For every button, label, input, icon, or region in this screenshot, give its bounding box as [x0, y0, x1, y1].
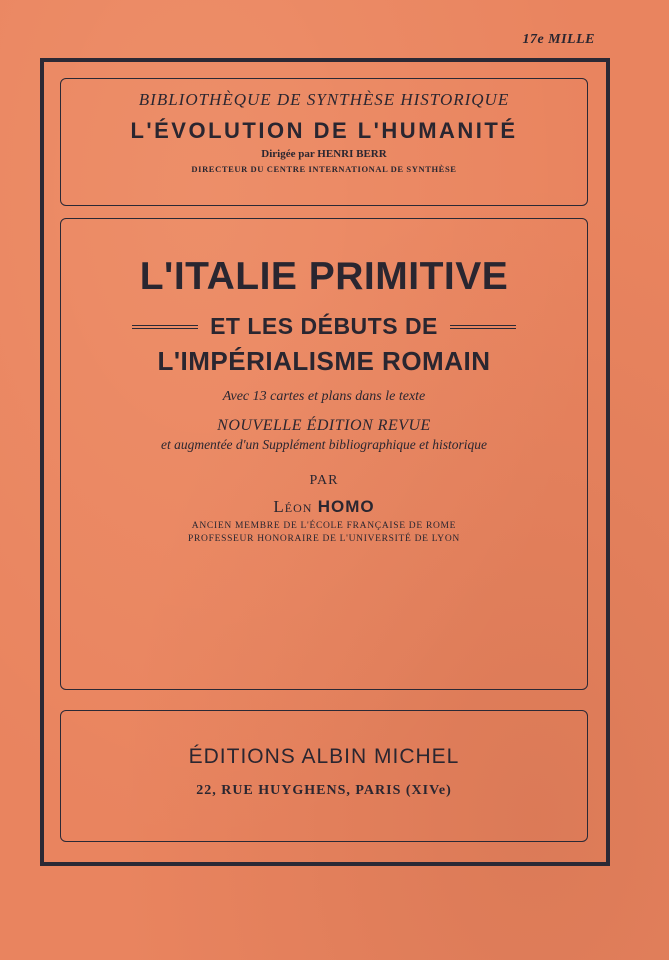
subtitle-line-2: L'IMPÉRIALISME ROMAIN	[157, 346, 491, 376]
left-rule-divider	[132, 325, 198, 329]
author-credential: PROFESSEUR HONORAIRE DE L'UNIVERSITÉ DE LYON	[188, 534, 460, 544]
right-rule-divider	[450, 325, 516, 329]
edition-note: NOUVELLE ÉDITION REVUE	[217, 417, 431, 434]
author-credential: ANCIEN MEMBRE DE L'ÉCOLE FRANÇAISE DE ROME	[191, 521, 457, 531]
title-box	[60, 218, 588, 690]
subtitle-row	[61, 313, 587, 340]
book-title: L'ITALIE PRIMITIVE	[139, 255, 509, 298]
subtitle-line-1: ET LES DÉBUTS DE	[210, 313, 438, 339]
publisher-box	[60, 710, 588, 842]
collection-name: L'ÉVOLUTION DE L'HUMANITÉ	[130, 118, 518, 143]
directed-by: Dirigée par HENRI BERR	[261, 148, 387, 160]
series-name: BIBLIOTHÈQUE DE SYNTHÈSE HISTORIQUE	[138, 90, 510, 109]
maps-note: Avec 13 cartes et plans dans le texte	[222, 389, 426, 404]
author-last-name: HOMO	[317, 497, 375, 516]
augmented-note: et augmentée d'un Supplément bibliographique et historique	[160, 437, 488, 452]
by-label: PAR	[309, 473, 339, 488]
publisher-address: 22, RUE HUYGHENS, PARIS (XIVe)	[196, 783, 452, 798]
director-title: DIRECTEUR DU CENTRE INTERNATIONAL DE SYNTHÈSE	[191, 164, 457, 174]
print-run-label: 17e MILLE	[522, 32, 595, 47]
author-name	[61, 497, 587, 517]
publisher-name: ÉDITIONS ALBIN MICHEL	[188, 745, 460, 768]
series-box	[60, 78, 588, 206]
outer-frame	[40, 58, 610, 866]
author-first-name: Léon	[273, 497, 313, 516]
